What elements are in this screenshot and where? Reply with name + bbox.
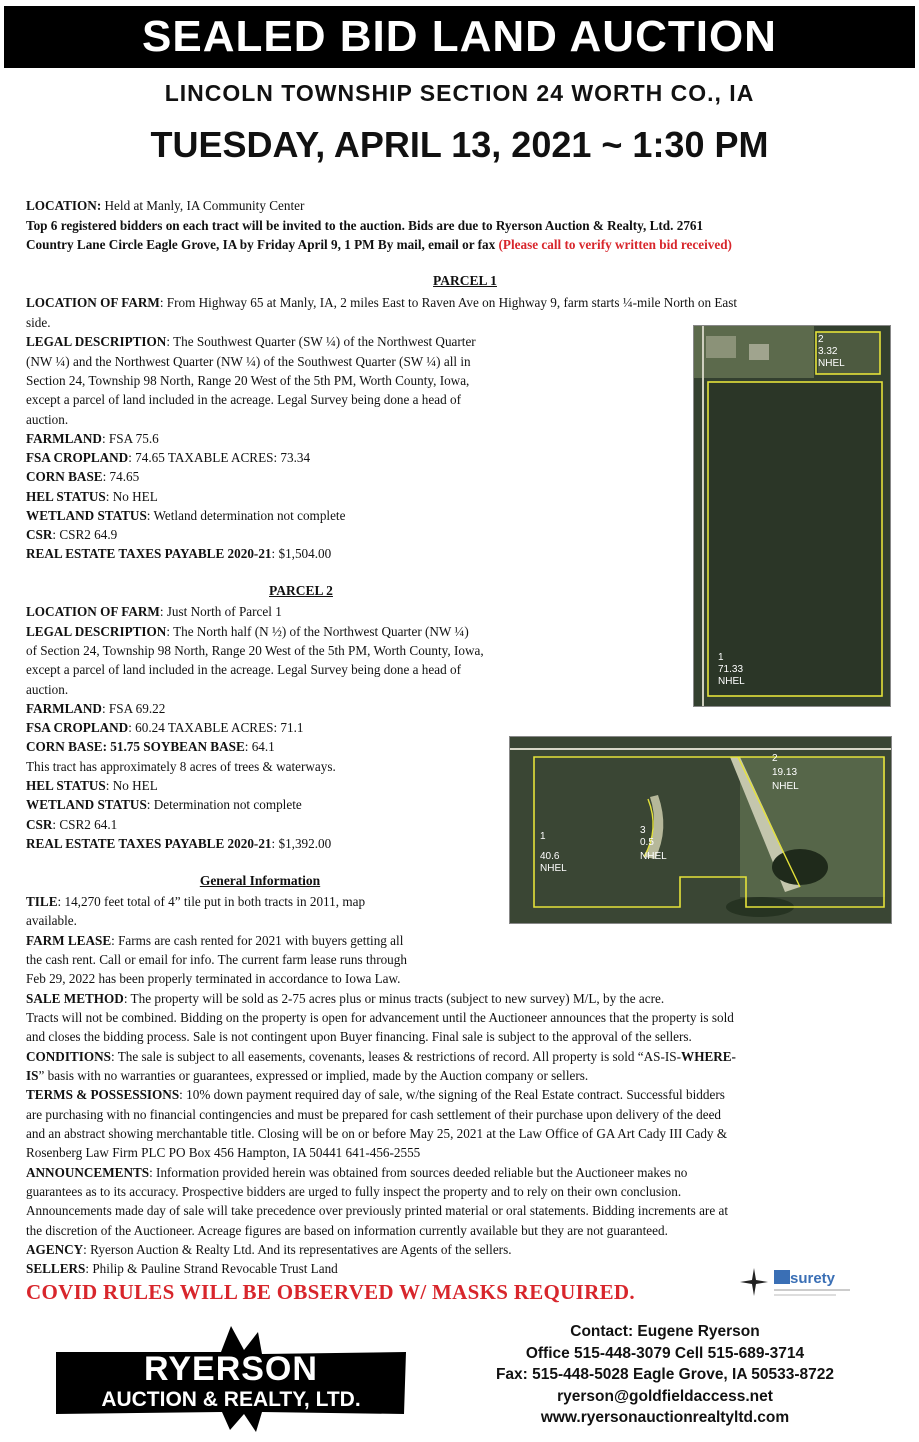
conditions-is-bold: IS <box>26 1068 39 1083</box>
lease-line-2: the cash rent. Call or email for info. The current farm lease runs through <box>26 952 407 967</box>
p2-wetland-value: : Determination not complete <box>146 797 302 812</box>
conditions-line-2-text: ” basis with no warranties or guarantees, expressed or implied, made by the Auction company or sellers. <box>38 1068 589 1083</box>
p2-legal-3: except a parcel of land included in the acreage. Legal Survey being done a head of <box>26 662 461 677</box>
bids-line-1: Top 6 registered bidders on each tract will be invited to the auction. Bids are due to Ryerson Auction & Realty, Ltd. 2761 <box>26 218 704 233</box>
parcel-2-aerial-map <box>509 736 892 924</box>
p2-taxes-value: : $1,392.00 <box>271 836 332 851</box>
p2-trees-note: This tract has approximately 8 acres of trees & waterways. <box>26 759 336 774</box>
p1-legal <box>26 332 476 351</box>
map2-label-2-hel: NHEL <box>772 781 799 792</box>
covid-notice: COVID RULES WILL BE OBSERVED W/ MASKS REQUIRED. <box>26 1280 635 1304</box>
location-value: Held at Manly, IA Community Center <box>104 198 305 213</box>
map1-label-1-acres: 71.33 <box>718 664 744 675</box>
announcements-line-1 <box>26 1163 687 1182</box>
tile-label: TILE <box>26 894 58 909</box>
p1-cropland <box>26 448 310 467</box>
map1-label-2-hel: NHEL <box>818 358 845 369</box>
map1-label-1-num: 1 <box>718 652 724 663</box>
p2-hel-value: : No HEL <box>105 778 158 793</box>
contact-fax: Fax: 515-448-5028 Eagle Grove, IA 50533-8722 <box>495 1366 835 1383</box>
starburst-logo-graphic <box>26 1322 436 1434</box>
p2-taxes <box>26 834 331 853</box>
conditions-text: : The sale is subject to all easements, covenants, leases & restrictions of record. All property is sold “AS-IS- <box>111 1049 681 1064</box>
parcel-2-heading: PARCEL 2 <box>269 583 333 598</box>
lease-text: : Farms are cash rented for 2021 with buyers getting all <box>111 933 404 948</box>
p1-legal-label: LEGAL DESCRIPTION <box>26 334 167 349</box>
p2-csr-label: CSR <box>26 817 53 832</box>
parcel-1-map-graphic <box>694 326 890 706</box>
map2-label-2-acres: 19.13 <box>772 767 798 778</box>
p1-farmland-value: : FSA 75.6 <box>101 431 159 446</box>
p1-corn-value: : 74.65 <box>102 469 140 484</box>
conditions-line-2 <box>26 1066 588 1085</box>
map2-label-2-num: 2 <box>772 753 778 764</box>
p1-legal-3: Section 24, Township 98 North, Range 20 West of the 5th PM, Worth County, Iowa, <box>26 373 470 388</box>
agency-text: : Ryerson Auction & Realty Ltd. And its representatives are Agents of the sellers. <box>83 1242 512 1257</box>
p2-cropland <box>26 718 304 737</box>
map1-label-2-acres: 3.32 <box>818 346 838 357</box>
p1-corn <box>26 467 139 486</box>
p1-location-text: : From Highway 65 at Manly, IA, 2 miles East to Raven Ave on Highway 9, farm starts ¼-mile North on East <box>159 295 738 310</box>
compass-icon <box>740 1262 870 1306</box>
location-label: LOCATION: <box>26 198 102 213</box>
terms-label: TERMS & POSSESSIONS <box>26 1087 180 1102</box>
tile-line-2: available. <box>26 913 77 928</box>
bids-verify-note: (Please call to verify written bid received) <box>498 237 732 252</box>
map2-label-1-acres: 40.6 <box>540 851 560 862</box>
sellers-line <box>26 1259 338 1278</box>
p2-location <box>26 602 282 621</box>
announcements-line-4: the discretion of the Auctioneer. Acreage figures are based on information currently available but they are not guaranteed. <box>26 1223 668 1238</box>
conditions-label: CONDITIONS <box>26 1049 112 1064</box>
p2-farmland-value: : FSA 69.22 <box>101 701 166 716</box>
ryerson-logo <box>26 1322 436 1434</box>
contact-phones: Office 515-448-3079 Cell 515-689-3714 <box>525 1344 805 1362</box>
p2-csr <box>26 815 117 834</box>
p1-location-label: LOCATION OF FARM <box>26 295 160 310</box>
p2-corn <box>26 737 275 756</box>
map2-label-3-hel: NHEL <box>640 851 667 862</box>
surety-logo <box>740 1262 870 1306</box>
announcements-text: : Information provided herein was obtained from sources deeded reliable but the Auctioneer makes no <box>149 1165 688 1180</box>
p2-legal <box>26 622 469 641</box>
p2-legal-4: auction. <box>26 682 69 697</box>
p2-location-value: : Just North of Parcel 1 <box>159 604 282 619</box>
agency-label: AGENCY <box>26 1242 84 1257</box>
p2-location-label: LOCATION OF FARM <box>26 604 160 619</box>
logo-line-2: AUCTION & REALTY, LTD. <box>101 1388 361 1411</box>
announcements-label: ANNOUNCEMENTS <box>26 1165 150 1180</box>
agency-line <box>26 1240 512 1259</box>
subtitle: LINCOLN TOWNSHIP SECTION 24 WORTH CO., IA <box>164 80 755 106</box>
announcements-line-3: Announcements made day of sale will take precedence over previously printed material or oral statements. Bidding increments are at <box>26 1203 728 1218</box>
logo-line-1: RYERSON <box>144 1350 318 1388</box>
p2-cropland-value: : 60.24 TAXABLE ACRES: 71.1 <box>128 720 304 735</box>
p1-legal-2: (NW ¼) and the Northwest Quarter (NW ¼) of the Southwest Quarter (SW ¼) all in <box>26 354 471 369</box>
map2-label-3-num: 3 <box>640 825 646 836</box>
p2-wetland-label: WETLAND STATUS <box>26 797 147 812</box>
p1-hel-value: : No HEL <box>105 489 158 504</box>
lease-label: FARM LEASE <box>26 933 112 948</box>
p2-farmland-label: FARMLAND <box>26 701 102 716</box>
p2-cropland-label: FSA CROPLAND <box>26 720 129 735</box>
p2-csr-value: : CSR2 64.1 <box>52 817 118 832</box>
p2-legal-text: : The North half (N ½) of the Northwest Quarter (NW ¼) <box>166 624 469 639</box>
p1-taxes-value: : $1,504.00 <box>271 546 332 561</box>
contact-email[interactable]: ryerson@goldfieldaccess.net <box>557 1387 773 1405</box>
bids-line-2 <box>26 235 732 254</box>
title-banner: SEALED BID LAND AUCTION <box>4 6 915 68</box>
tile-text: : 14,270 feet total of 4” tile put in both tracts in 2011, map <box>57 894 366 909</box>
terms-line-1 <box>26 1085 725 1104</box>
p1-csr-value: : CSR2 64.9 <box>52 527 118 542</box>
parcel-1-aerial-map <box>693 325 891 707</box>
p2-taxes-label: REAL ESTATE TAXES PAYABLE 2020-21 <box>26 836 272 851</box>
p1-wetland-value: : Wetland determination not complete <box>146 508 346 523</box>
p1-csr-label: CSR <box>26 527 53 542</box>
location-line <box>26 196 304 215</box>
p2-legal-2: of Section 24, Township 98 North, Range 20 West of the 5th PM, Worth County, Iowa, <box>26 643 484 658</box>
p1-cropland-label: FSA CROPLAND <box>26 450 129 465</box>
tile-line-1 <box>26 892 365 911</box>
auction-date: TUESDAY, APRIL 13, 2021 ~ 1:30 PM <box>150 124 769 165</box>
conditions-line-1 <box>26 1047 736 1066</box>
p1-wetland-label: WETLAND STATUS <box>26 508 147 523</box>
p1-csr <box>26 525 117 544</box>
p1-taxes <box>26 544 331 563</box>
contact-name: Contact: Eugene Ryerson <box>570 1323 760 1340</box>
conditions-bold: WHERE- <box>681 1049 736 1064</box>
terms-text: : 10% down payment required day of sale, w/the signing of the Real Estate contract. Successful bidders <box>179 1087 725 1102</box>
map2-label-1-num: 1 <box>540 831 546 842</box>
sellers-label: SELLERS <box>26 1261 86 1276</box>
p2-legal-label: LEGAL DESCRIPTION <box>26 624 167 639</box>
p2-wetland <box>26 795 302 814</box>
p1-legal-text: : The Southwest Quarter (SW ¼) of the Northwest Quarter <box>166 334 476 349</box>
p1-legal-5: auction. <box>26 412 69 427</box>
p1-wetland <box>26 506 345 525</box>
p1-taxes-label: REAL ESTATE TAXES PAYABLE 2020-21 <box>26 546 272 561</box>
p2-hel <box>26 776 158 795</box>
terms-line-4: Rosenberg Law Firm PLC PO Box 456 Hampton, IA 50441 641-456-2555 <box>26 1145 421 1160</box>
p2-farmland <box>26 699 165 718</box>
p1-legal-4: except a parcel of land included in the acreage. Legal Survey being done a head of <box>26 392 461 407</box>
p2-corn-value: : 64.1 <box>244 739 275 754</box>
map2-label-1-hel: NHEL <box>540 863 567 874</box>
p1-corn-label: CORN BASE <box>26 469 103 484</box>
lease-line-1 <box>26 931 403 950</box>
terms-line-3: and an abstract showing merchantable title. Closing will be on or before May 25, 2021 at the Law Office of GA Art Cady III Cady & <box>26 1126 728 1141</box>
sale-line-2: Tracts will not be combined. Bidding on the property is open for advancement until the Auctioneer announces that the property is sold <box>26 1010 734 1025</box>
parcel-2-map-graphic <box>510 737 891 923</box>
p1-cropland-value: : 74.65 TAXABLE ACRES: 73.34 <box>128 450 311 465</box>
contact-block <box>460 1321 870 1429</box>
sale-text: : The property will be sold as 2-75 acres plus or minus tracts (subject to new survey) M/L, by the acre. <box>123 991 665 1006</box>
map1-label-1-hel: NHEL <box>718 676 745 687</box>
bids-line-2-text: Country Lane Circle Eagle Grove, IA by Friday April 9, 1 PM By mail, email or fax <box>26 237 499 252</box>
sale-label: SALE METHOD <box>26 991 124 1006</box>
p1-farmland-label: FARMLAND <box>26 431 102 446</box>
p1-hel <box>26 487 158 506</box>
contact-website[interactable]: www.ryersonauctionrealtyltd.com <box>540 1409 790 1426</box>
sellers-text: : Philip & Pauline Strand Revocable Trust Land <box>85 1261 338 1276</box>
p1-location-cont: side. <box>26 315 51 330</box>
p1-location <box>26 293 737 312</box>
parcel-1-heading: PARCEL 1 <box>433 273 497 288</box>
p1-farmland <box>26 429 159 448</box>
general-info-heading: General Information <box>199 873 321 888</box>
sale-line-1 <box>26 989 664 1008</box>
surety-brand: surety <box>790 1270 836 1287</box>
p1-hel-label: HEL STATUS <box>26 489 106 504</box>
map1-label-2-num: 2 <box>818 334 824 345</box>
lease-line-3: Feb 29, 2022 has been properly terminated in accordance to Iowa Law. <box>26 971 401 986</box>
p2-corn-label: CORN BASE: 51.75 SOYBEAN BASE <box>26 739 245 754</box>
p2-hel-label: HEL STATUS <box>26 778 106 793</box>
map2-label-3-acres: 0.5 <box>640 837 654 848</box>
sale-line-3: and closes the bidding process. Sale is not contingent upon Buyer financing. Final sale is subject to the approval of the sellers. <box>26 1029 692 1044</box>
announcements-line-2: guarantees as to its accuracy. Prospective bidders are urged to fully inspect the property and to rely on their own conclusion. <box>26 1184 682 1199</box>
terms-line-2: are purchasing with no financial contingencies and must be prepared for cash settlement of their purchase upon delivery of the deed <box>26 1107 722 1122</box>
